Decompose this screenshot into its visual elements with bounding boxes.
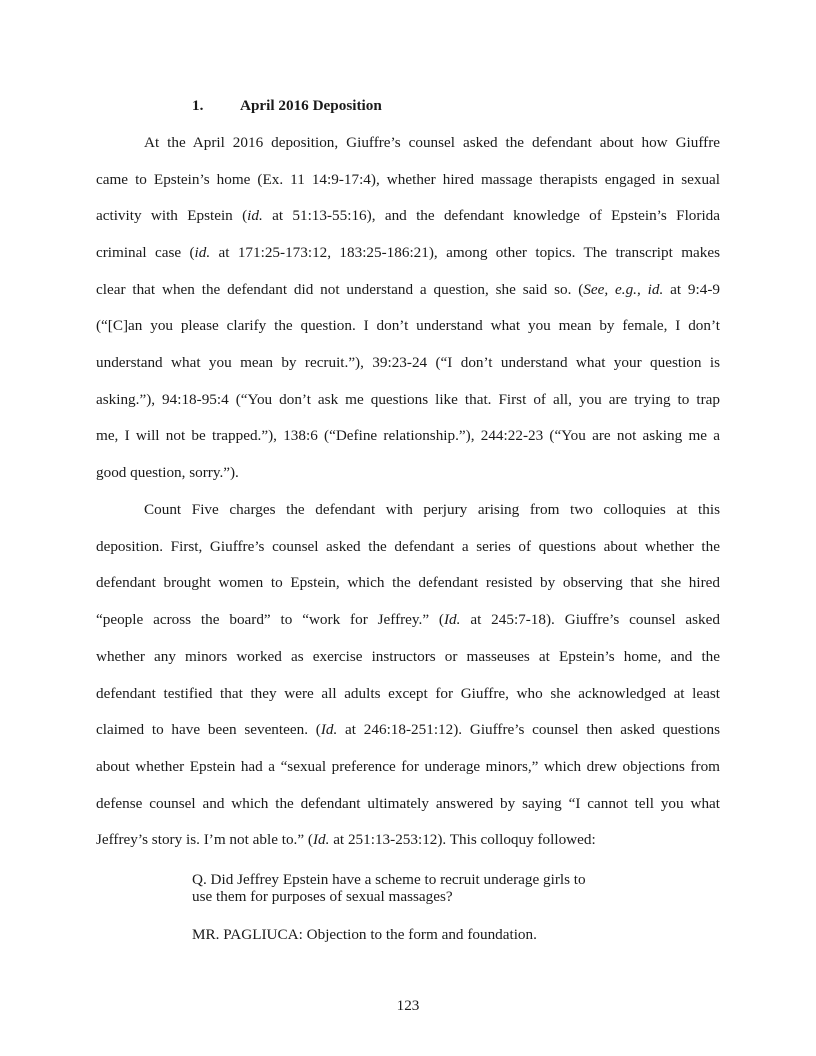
paragraph-1-line: At the April 2016 deposition, Giuffre’s counsel asked the defendant about how Giuffre [144,134,720,151]
paragraph-2-line: defense counsel and which the defendant ultimately answered by saying “I cannot tell you what [96,795,720,812]
section-title: April 2016 Deposition [240,97,382,114]
paragraph-1-line: activity with Epstein (id. at 51:13-55:16), and the defendant knowledge of Epstein’s Florida [96,207,720,224]
paragraph-1-line: came to Epstein’s home (Ex. 11 14:9-17:4), whether hired massage therapists engaged in sexual [96,171,720,188]
quote-question-line: use them for purposes of sexual massages? [192,888,453,905]
paragraph-1-line: me, I will not be trapped.”), 138:6 (“Define relationship.”), 244:22-23 (“You are not asking me a [96,427,720,444]
paragraph-2-line: defendant brought women to Epstein, which the defendant resisted by observing that she hired [96,574,720,591]
paragraph-2-line: “people across the board” to “work for Jeffrey.” (Id. at 245:7-18). Giuffre’s counsel asked [96,611,720,628]
paragraph-1-line: clear that when the defendant did not understand a question, she said so. (See, e.g., id. at 9:4-9 [96,281,720,298]
quote-objection: MR. PAGLIUCA: Objection to the form and foundation. [192,926,537,943]
paragraph-1-line: asking.”), 94:18-95:4 (“You don’t ask me questions like that. First of all, you are trying to trap [96,391,720,408]
paragraph-1-line: criminal case (id. at 171:25-173:12, 183:25-186:21), among other topics. The transcript makes [96,244,721,261]
section-heading [192,97,382,115]
paragraph-2-line: Jeffrey’s story is. I’m not able to.” (Id. at 251:13-253:12). This colloquy followed: [96,831,596,848]
paragraph-1-line: (“[C]an you please clarify the question. I don’t understand what you mean by female, I don’t [96,317,720,334]
paragraph-2-line: defendant testified that they were all adults except for Giuffre, who she acknowledged at least [96,685,720,702]
page-number: 123 [396,997,420,1014]
section-number: 1. [192,97,204,114]
paragraph-2-line: claimed to have been seventeen. (Id. at 246:18-251:12). Giuffre’s counsel then asked questions [96,721,720,738]
paragraph-1-line: understand what you mean by recruit.”), 39:23-24 (“I don’t understand what your question is [96,354,720,371]
quote-question-line: Q. Did Jeffrey Epstein have a scheme to recruit underage girls to [192,871,586,888]
paragraph-2-line: about whether Epstein had a “sexual preference for underage minors,” which drew objections from [96,758,720,775]
paragraph-2-line: Count Five charges the defendant with perjury arising from two colloquies at this [144,501,720,518]
paragraph-1-line: good question, sorry.”). [96,464,239,481]
paragraph-2-line: whether any minors worked as exercise instructors or masseuses at Epstein’s home, and the [96,648,720,665]
paragraph-2-line: deposition. First, Giuffre’s counsel asked the defendant a series of questions about whether the [96,538,720,555]
